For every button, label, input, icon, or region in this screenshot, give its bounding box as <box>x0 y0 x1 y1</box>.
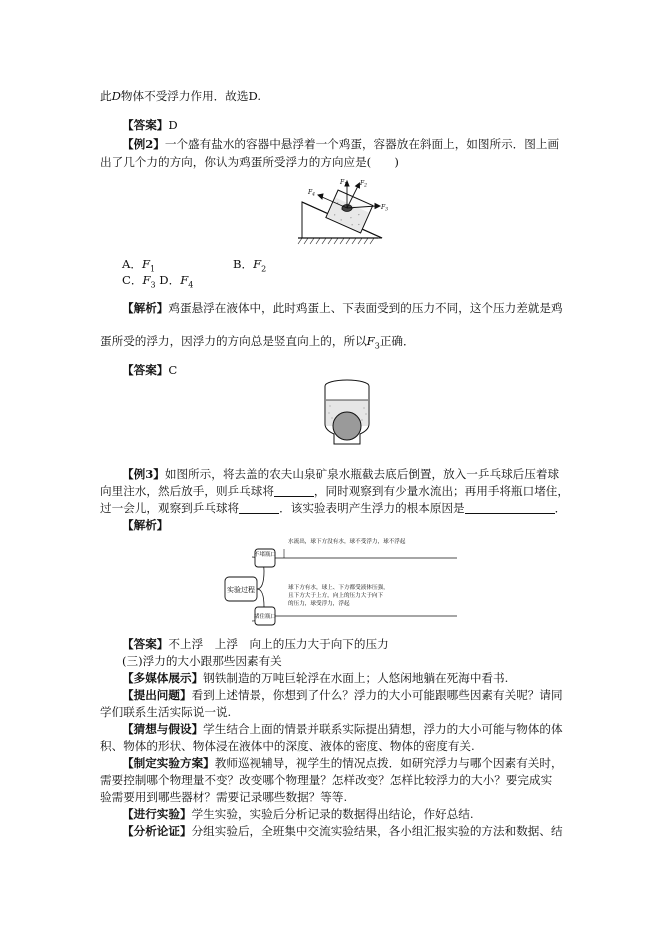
analysis-2-line-2: 蛋所受的浮力，因浮力的方向总是竖直向上的，所以$F_3$正确． <box>100 334 415 351</box>
f3-label: $F_3$ <box>381 204 389 213</box>
paragraph-multimedia: 【多媒体展示】钢铁制造的万吨巨轮浮在水面上；人悠闲地躺在死海中看书. <box>122 671 509 685</box>
bottom-box-label: 堵住瓶口 <box>253 614 277 620</box>
bottom-branch-text-2: 且下方大于上方，向上的压力大于向下 <box>288 593 384 599</box>
egg-slope-figure <box>296 172 416 248</box>
f2-label: $F_2$ <box>360 180 368 189</box>
example-3-line-2: 向里注水，然后放手，则乒乓球将 ，同时观察到有少量水流出；再用手将瓶口堵住， <box>100 484 569 498</box>
bottom-branch-text-3: 的压力，球受浮力，浮起 <box>288 601 350 607</box>
paragraph-hypothesis-line-1: 【猜想与假设】学生结合上面的情景并联系实际提出猜想，浮力的大小可能与物体的体 <box>122 722 563 736</box>
section-title: (三)浮力的大小跟那些因素有关 <box>122 654 282 668</box>
answer-blank[interactable] <box>239 501 279 514</box>
example-3-line-1: 【例3】如图所示，将去盖的农夫山泉矿泉水瓶截去底后倒置，放入一乒乓球后压着球 <box>122 467 560 481</box>
example-tag: 【例2】 <box>122 137 165 151</box>
top-branch-text: 水流出，球下方没有水，球不受浮力，球不浮起 <box>288 539 406 545</box>
option-b: B．$F_2$ <box>233 257 267 274</box>
text-span: 一个盛有盐水的容器中悬浮着一个鸡蛋，容器放在斜面上，如图所示．图上画 <box>164 137 560 151</box>
paragraph-question-line-1: 【提出问题】看到上述情景，你想到了什么？浮力的大小可能跟哪些因素有关呢？请同 <box>122 688 563 702</box>
answer-tag: 【答案】 <box>122 118 169 132</box>
f1-label: $F_1$ <box>340 179 348 188</box>
f4-label: $F_4$ <box>308 189 316 198</box>
answer-3: 【答案】不上浮 上浮 向上的压力大于向下的压力 <box>122 637 389 651</box>
paragraph-question-line-2: 学们联系生活实际说一说. <box>100 705 232 719</box>
answer-1 <box>122 117 178 133</box>
text-line <box>100 88 261 104</box>
paragraph-hypothesis-line-2: 积、物体的形状、物体浸在液体中的深度、液体的密度、物体的密度有关. <box>100 739 475 753</box>
example-2-line-2: 出了几个力的方向，你认为鸡蛋所受浮力的方向应是( ) <box>100 155 399 169</box>
paragraph-experiment: 【进行实验】学生实验，实验后分析记录的数据得出结论，作好总结. <box>122 807 474 821</box>
answer-blank[interactable] <box>274 484 314 497</box>
analysis-2-line-1: 【解析】鸡蛋悬浮在液体中，此时鸡蛋上、下表面受到的压力不同，这个压力差就是鸡 <box>122 301 563 315</box>
paragraph-plan-line-2: 需要控制哪个物理量不变？改变哪个物理量？怎样改变？怎样比较浮力的大小？要完成实 <box>100 773 553 787</box>
option-c-d: C．$F_3$ D．$F_4$ <box>122 273 194 290</box>
bottom-branch-text-1: 球下方有水，球上、下方都受液体压强， <box>288 585 389 591</box>
answer-blank[interactable] <box>465 501 555 514</box>
root-label: 实验过程 <box>227 586 255 594</box>
paragraph-analysis: 【分析论证】分组实验后，全班集中交流实验结果，各小组汇报实验的方法和数据、结 <box>122 824 563 838</box>
text-span: 此 <box>100 89 112 103</box>
top-box-label: 不堵瓶口 <box>253 552 277 558</box>
text-span: D. <box>248 89 262 103</box>
text-span: 物体不受浮力作用．故选 <box>120 89 249 103</box>
answer-2: 【答案】C <box>122 363 178 377</box>
paragraph-plan-line-1: 【制定实验方案】教师巡视辅导，视学生的情况点拨．如研究浮力与哪个因素有关时， <box>122 756 563 770</box>
answer-value: D <box>168 118 178 132</box>
example-3-line-3: 过一会儿，观察到乒乓球将 ．该实验表明产生浮力的根本原因是 ． <box>100 501 567 515</box>
analysis-3: 【解析】 <box>122 518 169 532</box>
example-2-line-1 <box>122 136 559 152</box>
analysis-tag: 【解析】 <box>122 301 169 315</box>
option-letter: D <box>111 89 121 103</box>
bottle-ball-figure <box>312 378 382 456</box>
paragraph-plan-line-3: 验需要用到哪些器材？需要记录哪些数据？等等. <box>100 790 348 804</box>
option-a: A．$F_1$ <box>122 257 156 274</box>
experiment-process-diagram <box>222 535 462 635</box>
